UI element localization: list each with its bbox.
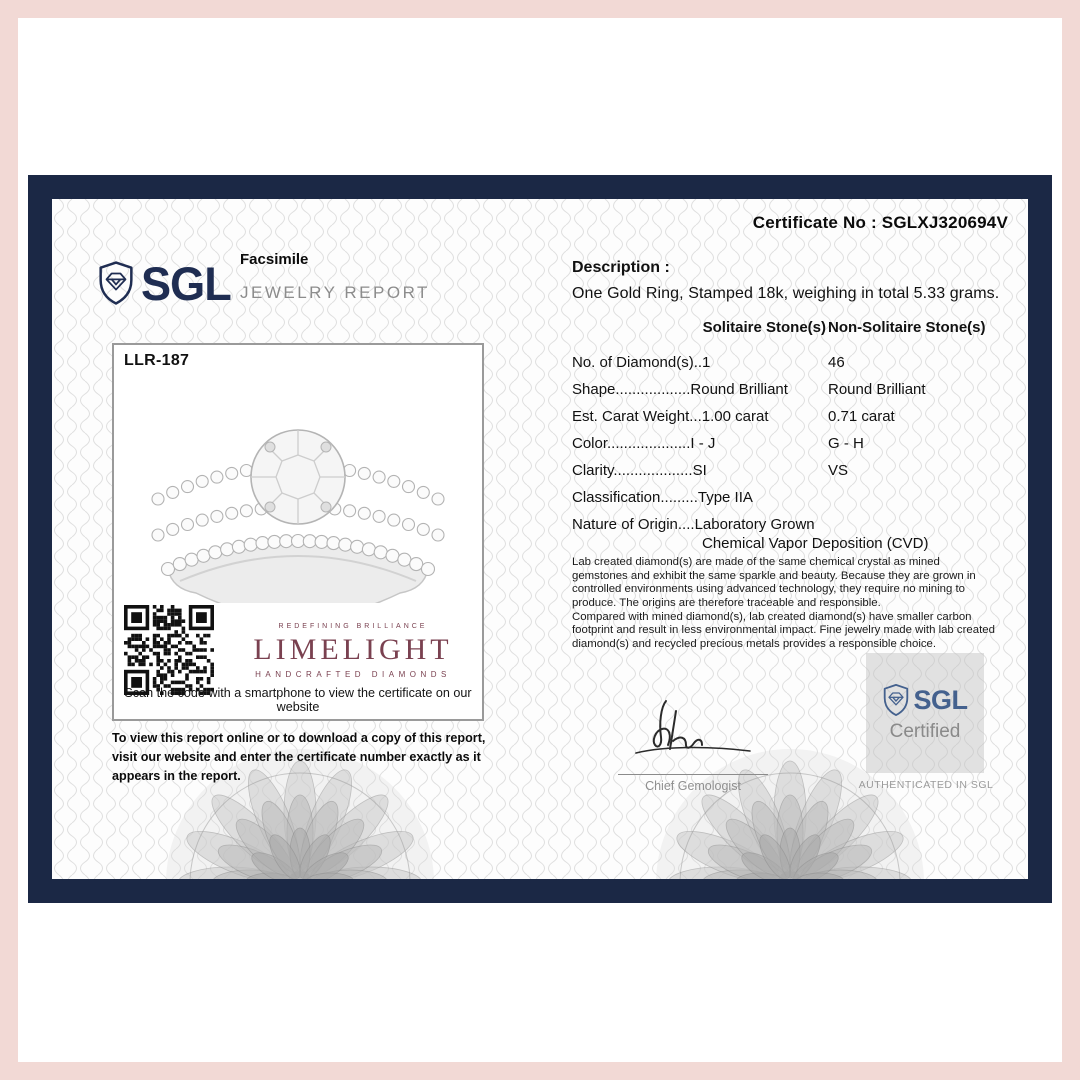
sgl-logo bbox=[97, 256, 235, 310]
limelight-logo bbox=[232, 623, 474, 679]
description-title: Description : bbox=[572, 259, 670, 276]
item-code: LLR-187 bbox=[124, 352, 190, 369]
solitaire-value: 1 bbox=[702, 354, 711, 371]
row-label: Nature of Origin.... bbox=[572, 516, 695, 533]
stones-table-header bbox=[572, 319, 1028, 349]
item-photo-box bbox=[112, 343, 484, 721]
ring-photo bbox=[132, 391, 464, 603]
row-label: Color.................... bbox=[572, 435, 691, 452]
row-label: No. of Diamond(s).. bbox=[572, 354, 703, 371]
non-solitaire-value bbox=[828, 484, 1028, 511]
non-solitaire-value: 46 bbox=[828, 354, 845, 371]
disclaimer-paragraph: Lab created diamond(s) are made of the same chemical crystal as mined gemstones and exhibit the same sparkle and beauty. Because they are grown in controlled environments using advanced technology, they require no mining to produce. The origins are therefore traceable and responsible. bbox=[572, 556, 976, 610]
limelight-subtitle: HANDCRAFTED DIAMONDS bbox=[255, 670, 451, 679]
certificate bbox=[52, 199, 1028, 879]
badge-label: Certified bbox=[889, 721, 961, 742]
row-label: Est. Carat Weight... bbox=[572, 408, 702, 425]
center-diamond bbox=[251, 430, 345, 524]
facsimile-label: Facsimile bbox=[240, 251, 309, 268]
scan-instruction: Scan the code with a smartphone to view the certificate on our website bbox=[124, 686, 472, 714]
col-solitaire: Solitaire Stone(s) bbox=[702, 319, 826, 336]
non-solitaire-value: Round Brilliant bbox=[828, 381, 926, 398]
solitaire-value: 1.00 carat bbox=[701, 408, 769, 425]
qr-code bbox=[124, 605, 214, 695]
solitaire-value: Laboratory Grown bbox=[694, 516, 815, 533]
table-row bbox=[572, 376, 1028, 403]
signature-mark bbox=[628, 693, 758, 767]
limelight-tagline: REDEFINING BRILLIANCE bbox=[278, 623, 428, 630]
table-row bbox=[572, 457, 1028, 484]
solitaire-value: SI bbox=[692, 462, 707, 479]
solitaire-value: Type IIA bbox=[697, 489, 753, 506]
signature-block bbox=[608, 693, 778, 793]
solitaire-value: Round Brilliant bbox=[690, 381, 788, 398]
row-label: Clarity................... bbox=[572, 462, 693, 479]
badge-caption: AUTHENTICATED IN SGL bbox=[858, 779, 994, 791]
table-row bbox=[572, 484, 1028, 511]
description-body: One Gold Ring, Stamped 18k, weighing in total 5.33 grams. bbox=[572, 285, 1000, 302]
signatory-title: Chief Gemologist bbox=[645, 779, 741, 793]
table-row bbox=[572, 403, 1028, 430]
sgl-wordmark: SGL bbox=[141, 256, 231, 310]
row-label: Shape.................. bbox=[572, 381, 691, 398]
online-report-note: To view this report online or to download a copy of this report, visit our website and enter the certificate number exactly as it appears in the report. bbox=[112, 731, 486, 783]
stones-table bbox=[572, 319, 1028, 538]
lab-grown-disclaimer bbox=[572, 556, 998, 652]
shield-diamond-icon bbox=[97, 259, 135, 307]
shield-diamond-icon bbox=[882, 683, 910, 717]
row-label: Classification......... bbox=[572, 489, 698, 506]
solitaire-value: I - J bbox=[690, 435, 716, 452]
table-row bbox=[572, 430, 1028, 457]
table-row bbox=[572, 349, 1028, 376]
non-solitaire-value: 0.71 carat bbox=[828, 408, 895, 425]
non-solitaire-value: VS bbox=[828, 462, 849, 479]
disclaimer-paragraph: Compared with mined diamond(s), lab created diamond(s) have smaller carbon footprint and result in less environmental impact. Fine jewelry made with lab created diamond(s) and recycled precious metals provides a responsible choice. bbox=[572, 610, 995, 651]
limelight-name: LIMELIGHT bbox=[253, 633, 453, 666]
certificate-frame bbox=[28, 175, 1052, 903]
certificate-number: Certificate No : SGLXJ320694V bbox=[752, 213, 1008, 232]
col-non-solitaire: Non-Solitaire Stone(s) bbox=[828, 319, 986, 336]
sgl-certified-badge bbox=[866, 653, 984, 773]
origin-detail: Chemical Vapor Deposition (CVD) bbox=[702, 535, 929, 552]
badge-brand: SGL bbox=[913, 684, 968, 715]
non-solitaire-value: G - H bbox=[828, 435, 864, 452]
non-solitaire-value bbox=[828, 511, 1028, 538]
report-type-label: JEWELRY REPORT bbox=[240, 283, 430, 302]
table-row bbox=[572, 511, 1028, 538]
certificate-content bbox=[52, 199, 1028, 879]
signature-line bbox=[618, 774, 768, 775]
